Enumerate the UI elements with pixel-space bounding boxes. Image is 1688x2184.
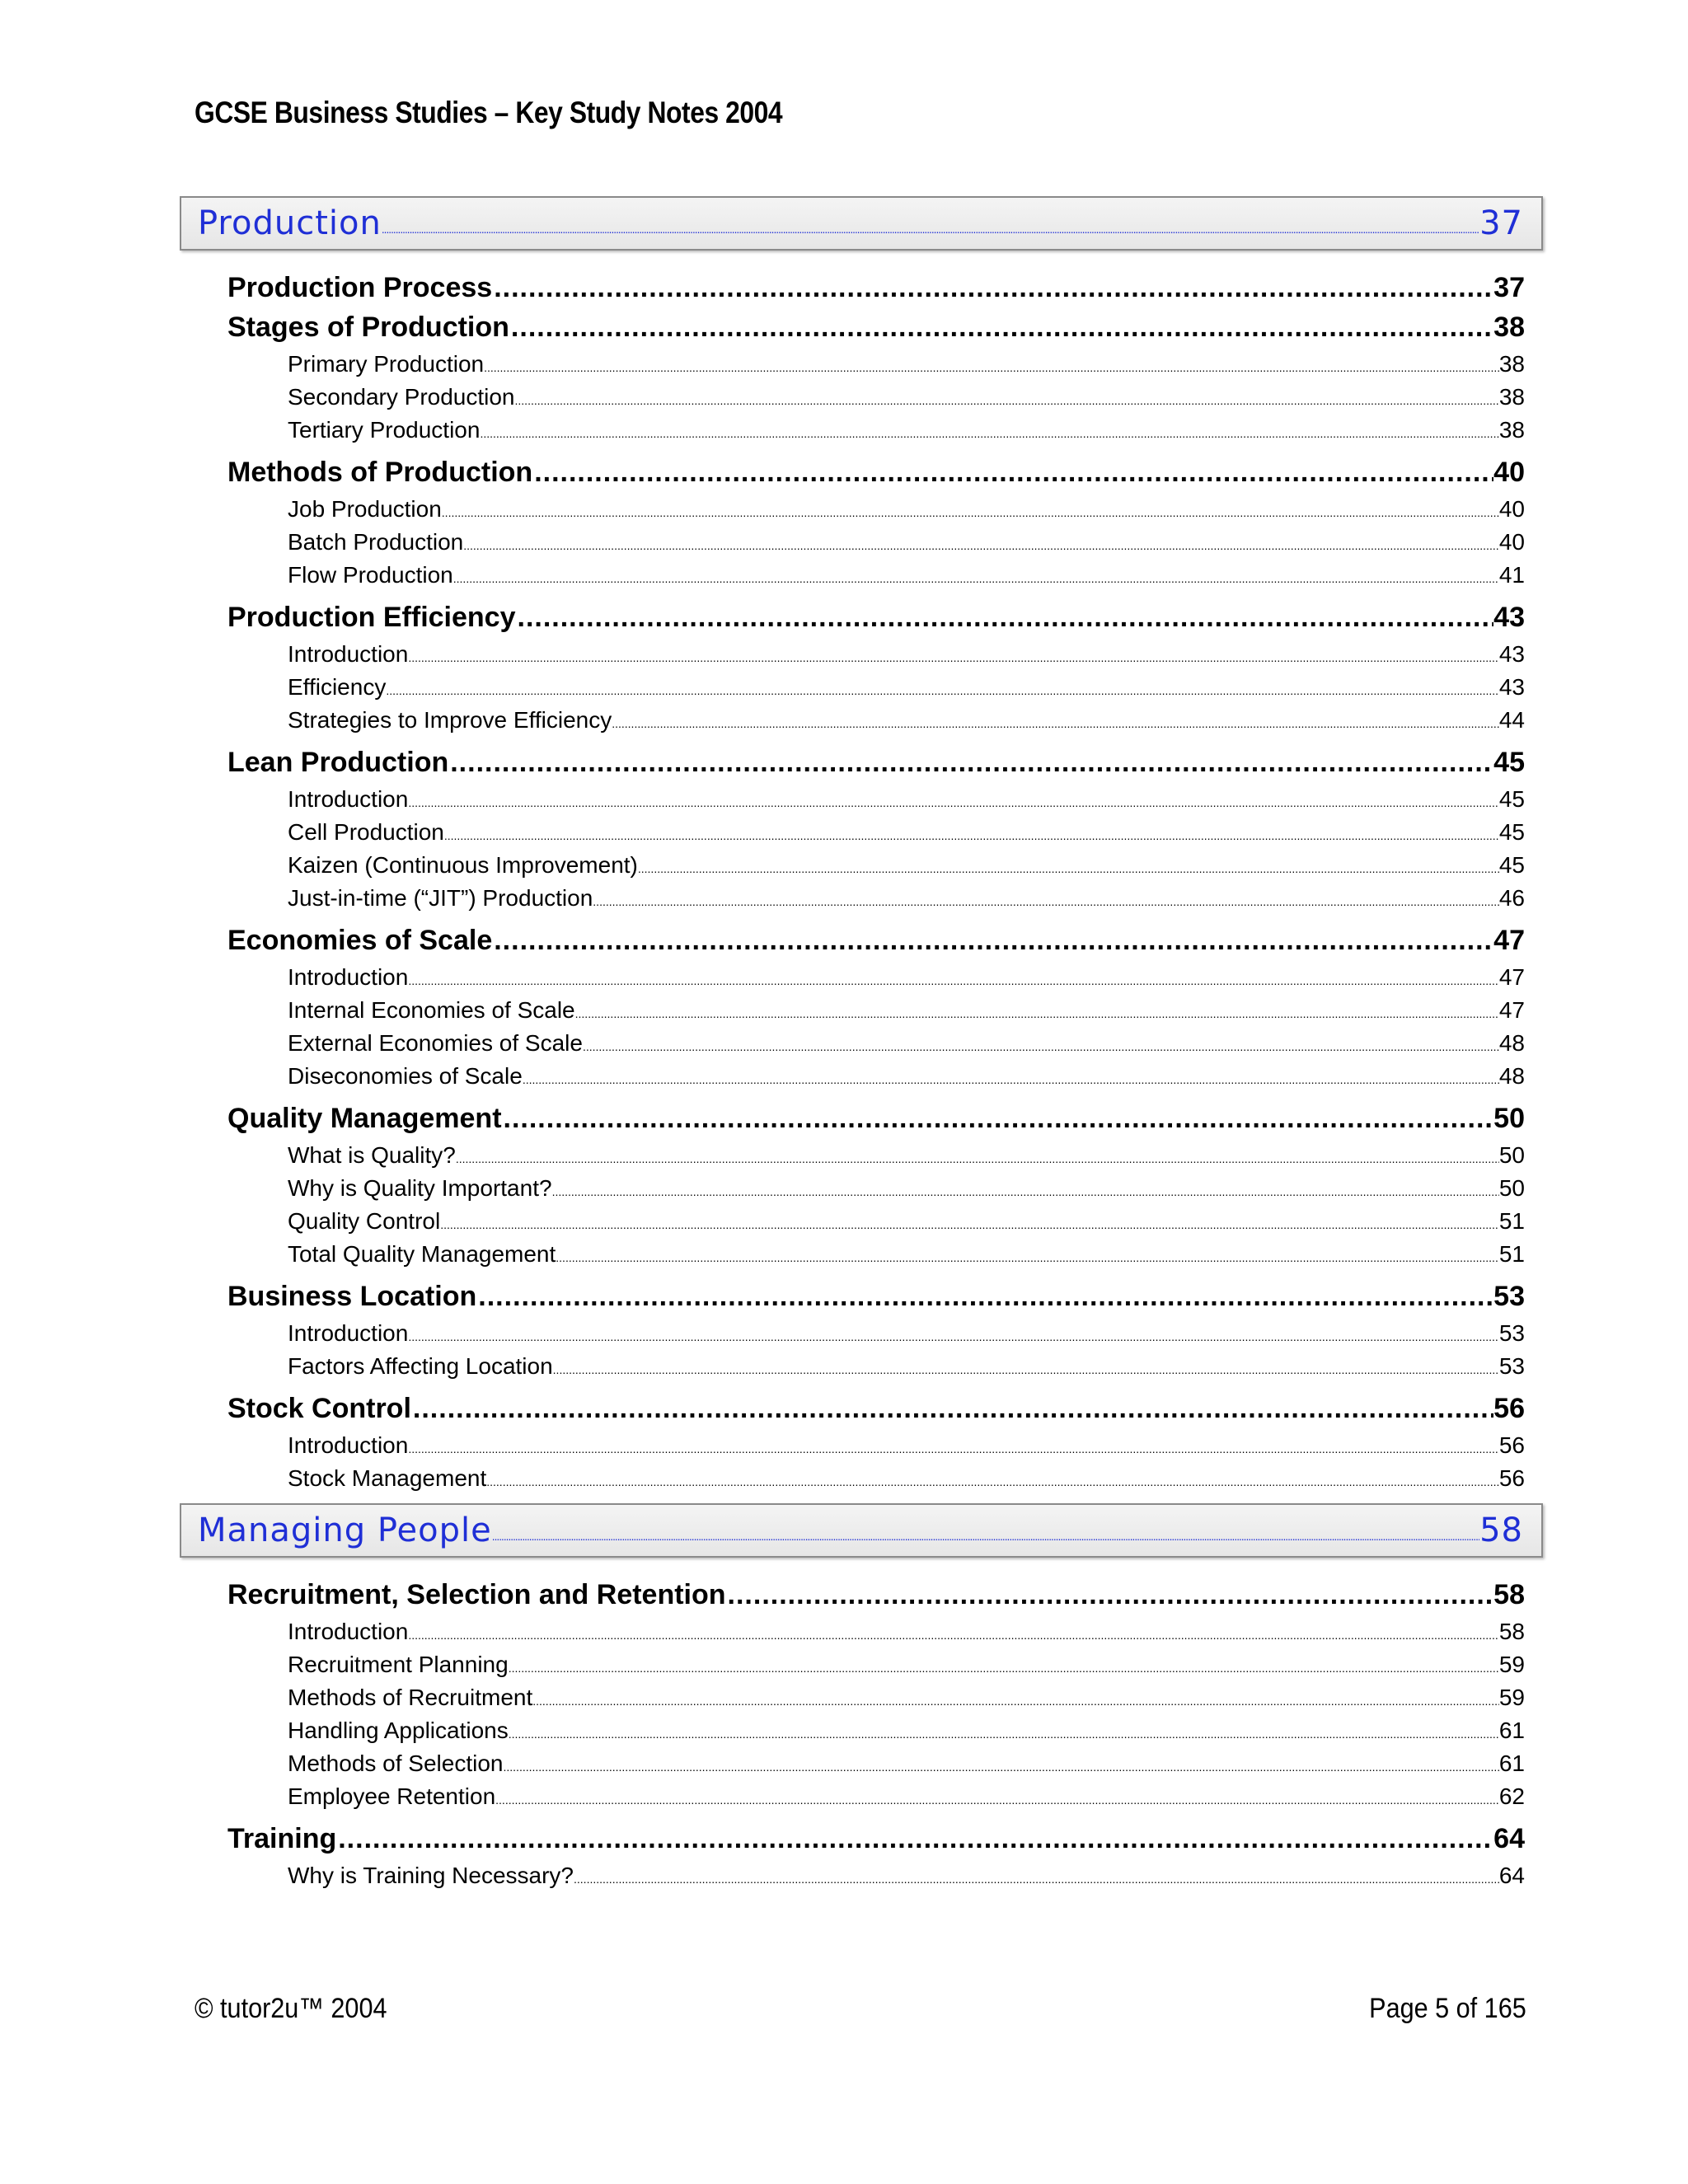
dot-leader [408, 651, 1499, 664]
toc-entry-title: Training [227, 1823, 337, 1854]
toc-entry-title: Quality Control [288, 1208, 441, 1234]
dot-leader [408, 974, 1499, 987]
toc-entry-page-number: 43 [1493, 602, 1525, 633]
dot-leader [532, 1694, 1499, 1708]
toc-section-production-efficiency[interactable] [227, 602, 1525, 634]
dot-leader [463, 539, 1499, 552]
dot-leader [492, 1531, 1479, 1556]
toc-entry-page-number: 38 [1498, 384, 1525, 410]
toc-entry-page-number: 61 [1498, 1718, 1525, 1743]
toc-chapter-managing-people[interactable] [180, 1503, 1543, 1558]
toc-item[interactable] [288, 1685, 1525, 1711]
dot-leader [408, 1629, 1499, 1642]
toc-entry-title: Flow Production [288, 562, 453, 588]
dot-leader [509, 1661, 1499, 1675]
toc-entry-page-number: 46 [1498, 885, 1525, 911]
dot-leader [552, 1185, 1499, 1198]
toc-entry-page-number: 64 [1493, 1823, 1525, 1854]
toc-entry-page-number: 47 [1493, 925, 1525, 956]
dot-leader [516, 602, 1494, 634]
toc-entry-page-number: 51 [1498, 1241, 1525, 1267]
dot-leader [612, 717, 1499, 730]
toc-entry-title: Primary Production [288, 351, 485, 377]
toc-entry-page-number: 43 [1498, 674, 1525, 700]
toc-entry-title: Handling Applications [288, 1718, 509, 1743]
toc-entry-page-number: 59 [1498, 1652, 1525, 1677]
toc-entry-title: External Economies of Scale [288, 1030, 583, 1056]
toc-entry-page-number: 40 [1493, 457, 1525, 488]
toc-item[interactable] [288, 852, 1525, 879]
toc-entry-title: Lean Production [227, 747, 449, 778]
toc-item[interactable] [288, 496, 1525, 523]
toc-item[interactable] [288, 786, 1525, 813]
toc-entry-title: Why is Quality Important? [288, 1175, 552, 1201]
toc-entry-title: Employee Retention [288, 1783, 496, 1809]
toc-section-quality-management[interactable] [227, 1103, 1525, 1135]
dot-leader [495, 1793, 1499, 1807]
toc-entry-page-number: 50 [1498, 1175, 1525, 1201]
toc-entry-page-number: 38 [1498, 417, 1525, 443]
toc-item[interactable] [288, 529, 1525, 555]
dot-leader [638, 862, 1499, 875]
dot-leader [411, 1393, 1493, 1425]
toc-section-lean-production[interactable] [227, 747, 1525, 779]
toc-entry-page-number: 53 [1493, 1281, 1525, 1312]
toc-entry-title: Diseconomies of Scale [288, 1063, 523, 1089]
toc-entry-title: Introduction [288, 786, 409, 812]
toc-entry-title: Internal Economies of Scale [288, 997, 575, 1023]
toc-entry-page-number: 59 [1498, 1685, 1525, 1710]
toc-entry-page-number: 48 [1498, 1063, 1525, 1089]
toc-section-recruitment-selection-and-retention[interactable] [227, 1579, 1525, 1611]
toc-section-training[interactable] [227, 1823, 1525, 1855]
toc-entry-page-number: 50 [1498, 1142, 1525, 1168]
toc-entry-title: Stages of Production [227, 312, 509, 343]
toc-item[interactable] [288, 1353, 1525, 1380]
toc-item[interactable] [288, 964, 1525, 991]
toc-entry-title: Job Production [288, 496, 442, 522]
toc-section-production-process[interactable] [227, 272, 1525, 304]
toc-entry-title: Stock Control [227, 1393, 411, 1424]
toc-item[interactable] [288, 1718, 1525, 1744]
toc-item[interactable] [288, 707, 1525, 733]
toc-entry-title: Factors Affecting Location [288, 1353, 553, 1379]
dot-leader [593, 895, 1499, 908]
dot-leader [386, 684, 1499, 697]
toc-chapter-production[interactable] [180, 196, 1543, 251]
dot-leader [492, 925, 1493, 957]
toc-item[interactable] [288, 1320, 1525, 1347]
toc-entry-title: Batch Production [288, 529, 464, 555]
toc-item[interactable] [288, 1241, 1525, 1268]
toc-section-stages-of-production[interactable] [227, 312, 1525, 344]
toc-entry-page-number: 38 [1498, 351, 1525, 377]
toc-entry-page-number: 64 [1498, 1863, 1525, 1888]
dot-leader [515, 394, 1499, 407]
toc-item[interactable] [288, 1142, 1525, 1169]
toc-item[interactable] [288, 1783, 1525, 1810]
toc-item[interactable] [288, 885, 1525, 912]
toc-item[interactable] [288, 562, 1525, 588]
document-header-title: GCSE Business Studies – Key Study Notes 2004 [195, 96, 783, 129]
dot-leader [532, 457, 1493, 489]
dot-leader [453, 572, 1499, 585]
toc-item[interactable] [288, 1465, 1525, 1492]
toc-entry-page-number: 43 [1498, 641, 1525, 667]
toc-entry-page-number: 58 [1479, 1511, 1523, 1549]
toc-item[interactable] [288, 997, 1525, 1024]
toc-entry-page-number: 50 [1493, 1103, 1525, 1134]
toc-item[interactable] [288, 1030, 1525, 1057]
toc-entry-page-number: 45 [1498, 819, 1525, 845]
toc-entry-title: Tertiary Production [288, 417, 481, 443]
toc-entry-title: Why is Training Necessary? [288, 1863, 574, 1888]
dot-leader [408, 1330, 1499, 1343]
dot-leader [480, 427, 1498, 440]
toc-entry-page-number: 44 [1498, 707, 1525, 733]
toc-item[interactable] [288, 1208, 1525, 1235]
toc-entry-page-number: 37 [1479, 204, 1523, 242]
dot-leader [726, 1579, 1494, 1611]
dot-leader [504, 1760, 1499, 1774]
toc-entry-title: Efficiency [288, 674, 387, 700]
toc-entry-title: Production Efficiency [227, 602, 516, 633]
dot-leader [408, 796, 1499, 809]
dot-leader [486, 1475, 1499, 1488]
toc-entry-title: Introduction [288, 641, 409, 667]
toc-entry-page-number: 58 [1493, 1579, 1525, 1610]
toc-item[interactable] [288, 1652, 1525, 1678]
toc-entry-page-number: 61 [1498, 1750, 1525, 1776]
toc-entry-page-number: 56 [1498, 1432, 1525, 1458]
toc-entry-page-number: 40 [1498, 529, 1525, 555]
toc-entry-title: Methods of Recruitment [288, 1685, 533, 1710]
toc-entry-page-number: 53 [1498, 1353, 1525, 1379]
dot-leader [556, 1251, 1499, 1264]
dot-leader [583, 1040, 1499, 1053]
dot-leader [382, 224, 1479, 249]
toc-entry-title: Methods of Selection [288, 1750, 504, 1776]
toc-entry-page-number: 58 [1498, 1619, 1525, 1644]
dot-leader [336, 1823, 1493, 1855]
toc-entry-title: Introduction [288, 1432, 409, 1458]
toc-entry-title: Secondary Production [288, 384, 515, 410]
toc-section-methods-of-production[interactable] [227, 457, 1525, 489]
toc-item[interactable] [288, 384, 1525, 410]
toc-item[interactable] [288, 1432, 1525, 1459]
toc-entry-title: What is Quality? [288, 1142, 456, 1168]
dot-leader [448, 747, 1493, 779]
toc-entry-title: Managing People [198, 1511, 492, 1549]
toc-entry-page-number: 53 [1498, 1320, 1525, 1346]
dot-leader [502, 1103, 1494, 1135]
toc-section-business-location[interactable] [227, 1281, 1525, 1313]
toc-entry-title: Economies of Scale [227, 925, 493, 956]
dot-leader [492, 272, 1493, 304]
dot-leader [509, 312, 1493, 344]
toc-item[interactable] [288, 1175, 1525, 1202]
dot-leader [444, 829, 1499, 842]
toc-item[interactable] [288, 674, 1525, 701]
dot-leader [408, 1442, 1499, 1455]
toc-entry-page-number: 40 [1498, 496, 1525, 522]
toc-entry-page-number: 45 [1498, 786, 1525, 812]
dot-leader [456, 1152, 1499, 1165]
toc-item[interactable] [288, 1750, 1525, 1777]
dot-leader [575, 1007, 1499, 1020]
toc-item[interactable] [288, 351, 1525, 377]
toc-entry-title: Recruitment Planning [288, 1652, 509, 1677]
toc-entry-page-number: 41 [1498, 562, 1525, 588]
toc-item[interactable] [288, 1619, 1525, 1645]
footer-page-number: Page 5 of 165 [1369, 1993, 1526, 2024]
dot-leader [484, 361, 1499, 374]
dot-leader [440, 1218, 1499, 1231]
toc-entry-page-number: 38 [1493, 312, 1525, 343]
toc-item[interactable] [288, 1863, 1525, 1889]
toc-entry-title: Cell Production [288, 819, 444, 845]
toc-item[interactable] [288, 641, 1525, 668]
toc-entry-page-number: 45 [1498, 852, 1525, 878]
toc-entry-title: Recruitment, Selection and Retention [227, 1579, 726, 1610]
toc-section-stock-control[interactable] [227, 1393, 1525, 1425]
dot-leader [523, 1073, 1499, 1086]
toc-item[interactable] [288, 1063, 1525, 1090]
dot-leader [509, 1727, 1499, 1741]
toc-entry-title: Production [198, 204, 382, 242]
toc-entry-page-number: 37 [1493, 272, 1525, 303]
toc-entry-page-number: 56 [1493, 1393, 1525, 1424]
toc-entry-title: Just-in-time (“JIT”) Production [288, 885, 593, 911]
toc-entry-page-number: 45 [1493, 747, 1525, 778]
toc-item[interactable] [288, 417, 1525, 443]
toc-entry-title: Kaizen (Continuous Improvement) [288, 852, 638, 878]
toc-entry-title: Business Location [227, 1281, 477, 1312]
toc-entry-title: Strategies to Improve Efficiency [288, 707, 612, 733]
footer-copyright: © tutor2u™ 2004 [195, 1993, 387, 2024]
toc-entry-page-number: 62 [1498, 1783, 1525, 1809]
toc-entry-title: Introduction [288, 1320, 409, 1346]
toc-entry-page-number: 51 [1498, 1208, 1525, 1234]
toc-entry-page-number: 47 [1498, 997, 1525, 1023]
dot-leader [476, 1281, 1493, 1313]
dot-leader [553, 1363, 1499, 1376]
toc-entry-title: Introduction [288, 964, 409, 990]
toc-section-economies-of-scale[interactable] [227, 925, 1525, 957]
dot-leader [442, 506, 1499, 519]
toc-entry-title: Production Process [227, 272, 493, 303]
dot-leader [574, 1872, 1499, 1886]
toc-entry-title: Introduction [288, 1619, 409, 1644]
toc-entry-title: Quality Management [227, 1103, 502, 1134]
toc-entry-page-number: 47 [1498, 964, 1525, 990]
toc-entry-page-number: 56 [1498, 1465, 1525, 1491]
toc-entry-title: Total Quality Management [288, 1241, 556, 1267]
toc-entry-page-number: 48 [1498, 1030, 1525, 1056]
toc-entry-title: Methods of Production [227, 457, 533, 488]
toc-item[interactable] [288, 819, 1525, 846]
toc-entry-title: Stock Management [288, 1465, 487, 1491]
